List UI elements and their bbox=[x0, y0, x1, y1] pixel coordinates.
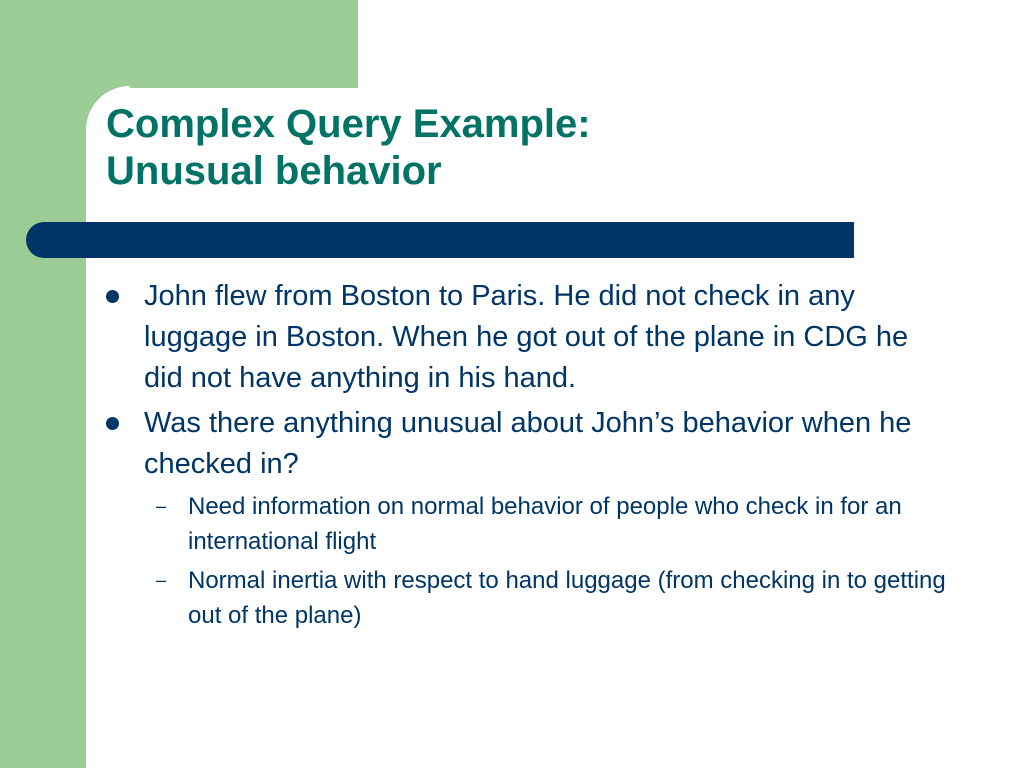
dash-icon: – bbox=[156, 496, 167, 516]
slide-title bbox=[106, 101, 591, 195]
sub-bullet-text: Need information on normal behavior of people who check in for an international flight bbox=[188, 493, 902, 555]
bullet-text: John flew from Boston to Paris. He did not check in any luggage in Boston. When he got out of the plane in CDG he did not have anything in his hand. bbox=[144, 280, 909, 394]
bullet-item bbox=[104, 276, 954, 399]
sub-bullet-item bbox=[156, 489, 954, 559]
slide-body bbox=[104, 276, 954, 637]
dash-icon: – bbox=[156, 570, 167, 590]
sub-bullet-text: Normal inertia with respect to hand luggage (from checking in to getting out of the plane) bbox=[188, 567, 946, 629]
decorative-green-block bbox=[0, 0, 358, 88]
bullet-text: Was there anything unusual about John’s behavior when he checked in? bbox=[144, 407, 912, 480]
bullet-dot-icon bbox=[106, 290, 119, 303]
sub-bullet-list bbox=[156, 489, 954, 633]
slide-title-line-1: Complex Query Example: bbox=[106, 102, 591, 146]
title-underline-bar bbox=[26, 222, 854, 258]
slide-title-line-2: Unusual behavior bbox=[106, 149, 442, 193]
sub-bullet-item bbox=[156, 563, 954, 633]
decorative-green-strip bbox=[0, 0, 86, 768]
bullet-item bbox=[104, 403, 954, 485]
bullet-dot-icon bbox=[106, 417, 119, 430]
